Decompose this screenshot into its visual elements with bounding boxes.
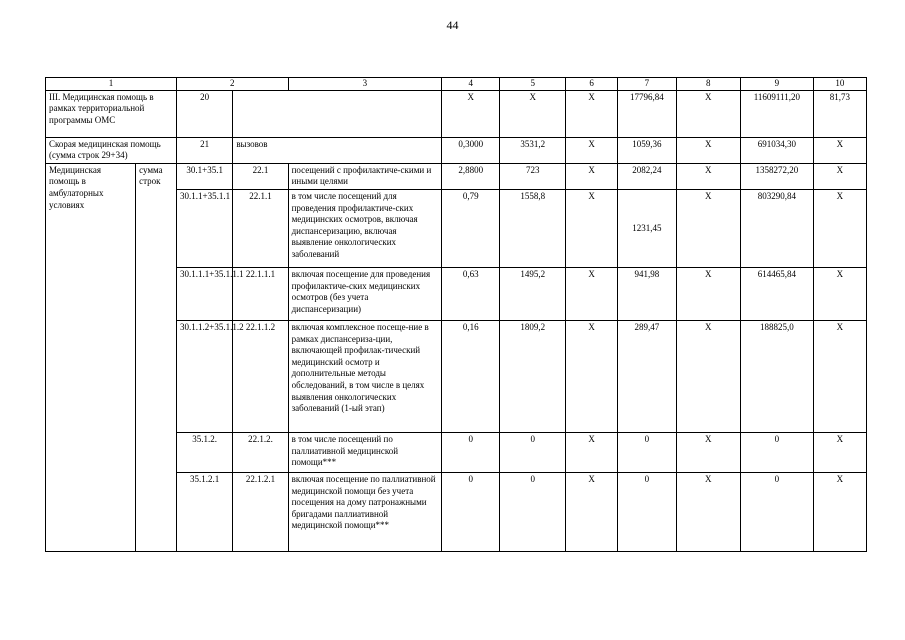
value-cell: X bbox=[565, 320, 617, 432]
value-cell: X bbox=[813, 472, 866, 551]
line-number: 20 bbox=[177, 90, 233, 137]
header-cell: 6 bbox=[565, 78, 617, 91]
value-cell: X bbox=[813, 320, 866, 432]
line-formula: 30.1.1.2+35.1.1.2 bbox=[177, 320, 233, 432]
value-cell: 803290,84 bbox=[741, 189, 814, 267]
line-formula: 30.1.1+35.1.1 bbox=[177, 189, 233, 267]
value-cell: 1358272,20 bbox=[741, 163, 814, 189]
value-cell: X bbox=[442, 90, 500, 137]
row-name: III. Медицинская помощь в рамках территориальной программы ОМС bbox=[46, 90, 177, 137]
value-cell: 1809,2 bbox=[500, 320, 566, 432]
header-cell: 2 bbox=[177, 78, 289, 91]
value-cell: 0 bbox=[442, 472, 500, 551]
value-cell: 691034,30 bbox=[741, 137, 814, 163]
value-cell: X bbox=[676, 432, 740, 472]
value-cell: X bbox=[813, 189, 866, 267]
header-cell: 4 bbox=[442, 78, 500, 91]
unit-cell: вызовов bbox=[233, 137, 442, 163]
value-cell: 723 bbox=[500, 163, 566, 189]
value-cell: X bbox=[813, 267, 866, 320]
value-cell: X bbox=[565, 163, 617, 189]
group-sum-label: сумма строк bbox=[136, 163, 177, 551]
row-description: в том числе посещений по паллиативной медицинской помощи*** bbox=[288, 432, 442, 472]
value-cell: 0,3000 bbox=[442, 137, 500, 163]
value-cell: 11609111,20 bbox=[741, 90, 814, 137]
line-formula: 30.1+35.1 bbox=[177, 163, 233, 189]
value-cell: X bbox=[676, 90, 740, 137]
value-cell: 0 bbox=[500, 472, 566, 551]
value-cell: 1558,8 bbox=[500, 189, 566, 267]
value-cell: 0 bbox=[618, 432, 676, 472]
value-cell: X bbox=[676, 320, 740, 432]
header-cell: 9 bbox=[741, 78, 814, 91]
table-row bbox=[46, 163, 867, 189]
line-formula: 35.1.2. bbox=[177, 432, 233, 472]
table-row bbox=[46, 137, 867, 163]
value-cell: 2082,24 bbox=[618, 163, 676, 189]
value-cell: 1059,36 bbox=[618, 137, 676, 163]
page-number: 44 bbox=[446, 18, 459, 32]
value-cell: 0,79 bbox=[442, 189, 500, 267]
line-number: 21 bbox=[177, 137, 233, 163]
value-cell: 0 bbox=[741, 432, 814, 472]
table-row bbox=[46, 90, 867, 137]
value-cell: 1231,45 bbox=[618, 189, 676, 267]
value-cell: X bbox=[565, 137, 617, 163]
line-number: 22.1.2.1 bbox=[233, 472, 288, 551]
row-description: включая комплексное посеще-ние в рамках диспансериза-ции, включающей профилак-тический медицинский осмотр и дополнительные методы обследований, в том числе в целях выявления онкологических заболеваний (1-ый этап) bbox=[288, 320, 442, 432]
value-cell: X bbox=[676, 267, 740, 320]
value-cell: 0 bbox=[618, 472, 676, 551]
value-cell: 17796,84 bbox=[618, 90, 676, 137]
value-cell: X bbox=[813, 137, 866, 163]
value-cell: 0 bbox=[741, 472, 814, 551]
row-description: посещений с профилактиче-скими и иными целями bbox=[288, 163, 442, 189]
value-cell: X bbox=[565, 189, 617, 267]
line-number: 22.1.1.1 bbox=[233, 267, 288, 320]
row-description: включая посещение для проведения профилактиче-ских медицинских осмотров (без учета диспансеризации) bbox=[288, 267, 442, 320]
line-number: 22.1 bbox=[233, 163, 288, 189]
value-cell: 81,73 bbox=[813, 90, 866, 137]
value-cell: 0 bbox=[442, 432, 500, 472]
group-name: Медицинская помощь в амбулаторных условиях bbox=[46, 163, 136, 551]
row-name: Скорая медицинская помощь (сумма строк 29+34) bbox=[46, 137, 177, 163]
value-cell: X bbox=[676, 189, 740, 267]
value-cell: 0,16 bbox=[442, 320, 500, 432]
value-cell: X bbox=[813, 163, 866, 189]
value-cell: 0,63 bbox=[442, 267, 500, 320]
header-cell: 5 bbox=[500, 78, 566, 91]
value-cell: 3531,2 bbox=[500, 137, 566, 163]
line-number: 22.1.1 bbox=[233, 189, 288, 267]
header-cell: 1 bbox=[46, 78, 177, 91]
value-cell: X bbox=[676, 163, 740, 189]
value-cell: X bbox=[676, 472, 740, 551]
row-description: включая посещение по паллиативной медицинской помощи без учета посещения на дому патронажными бригадами паллиативной медицинской помощи*** bbox=[288, 472, 442, 551]
line-formula: 35.1.2.1 bbox=[177, 472, 233, 551]
header-row bbox=[46, 78, 867, 91]
header-cell: 10 bbox=[813, 78, 866, 91]
value-cell: 941,98 bbox=[618, 267, 676, 320]
value-cell: X bbox=[565, 90, 617, 137]
value-cell: 0 bbox=[500, 432, 566, 472]
line-formula: 30.1.1.1+35.1.1.1 bbox=[177, 267, 233, 320]
line-number: 22.1.1.2 bbox=[233, 320, 288, 432]
value-cell: X bbox=[565, 432, 617, 472]
value-cell: X bbox=[813, 432, 866, 472]
header-cell: 8 bbox=[676, 78, 740, 91]
value-cell: 1495,2 bbox=[500, 267, 566, 320]
row-description: в том числе посещений для проведения профилактиче-ских медицинских осмотров, включая диспансеризацию, включая выявление онкологических заболеваний bbox=[288, 189, 442, 267]
value-cell: 2,8800 bbox=[442, 163, 500, 189]
unit-cell bbox=[233, 90, 442, 137]
value-cell: 188825,0 bbox=[741, 320, 814, 432]
financing-table bbox=[45, 77, 867, 552]
value-cell: X bbox=[565, 472, 617, 551]
value-cell: X bbox=[565, 267, 617, 320]
header-cell: 3 bbox=[288, 78, 442, 91]
value-cell: X bbox=[500, 90, 566, 137]
value-cell: X bbox=[676, 137, 740, 163]
value-cell: 289,47 bbox=[618, 320, 676, 432]
line-number: 22.1.2. bbox=[233, 432, 288, 472]
header-cell: 7 bbox=[618, 78, 676, 91]
value-cell: 614465,84 bbox=[741, 267, 814, 320]
